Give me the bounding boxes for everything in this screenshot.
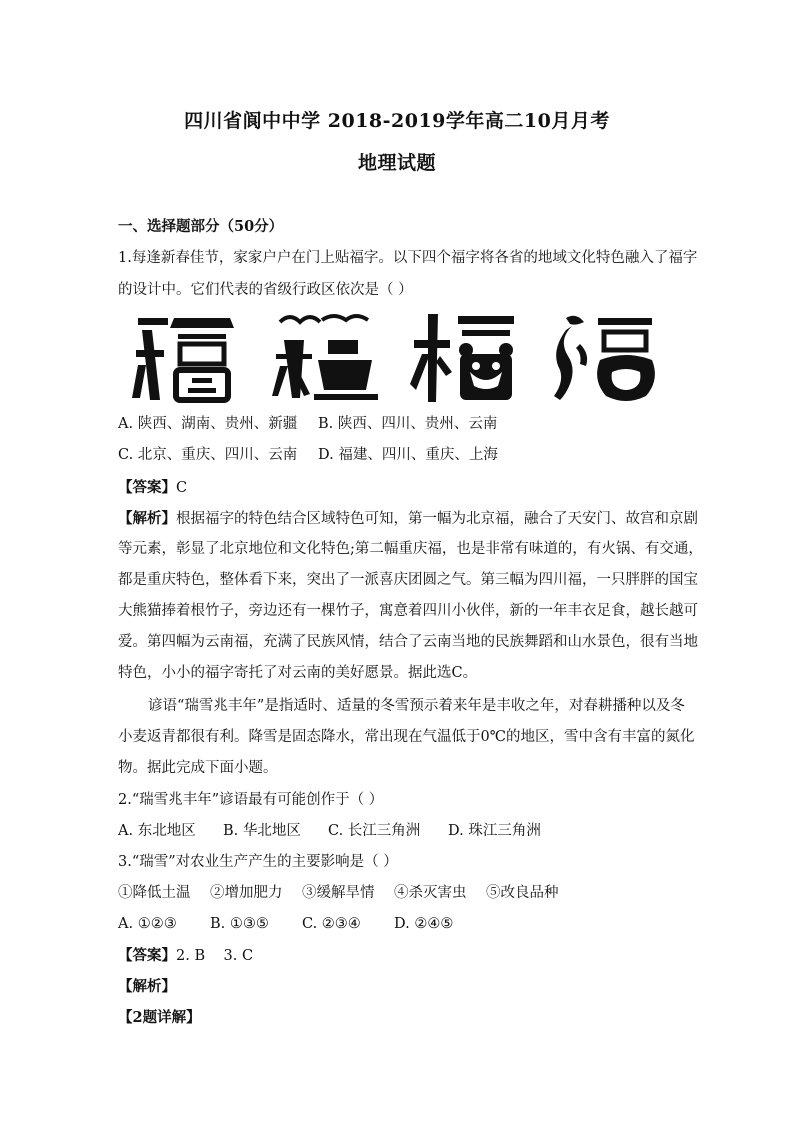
q2-option-c: C. 长江三角洲 <box>328 823 421 839</box>
q1-analysis-line1 <box>118 510 698 528</box>
q1-analysis-line5: 爱。第四幅为云南福，充满了民族风情，结合了云南当地的民族舞蹈和山水景色，很有当地 <box>118 634 698 650</box>
q1-analysis-line2: 等元素，彰显了北京地位和文化特色;第二幅重庆福，也是非常有味道的，有火锅、有交通， <box>118 541 703 557</box>
q3-options <box>118 916 678 933</box>
q1-options-row1 <box>118 416 678 433</box>
page-subtitle: 地理试题 <box>357 152 436 174</box>
analysis-text: 根据福字的特色结合区域特色可知，第一幅为北京福，融合了天安门、故宫和京剧 <box>176 511 698 527</box>
fu-character-images <box>130 310 650 405</box>
q2-stem: 2.“瑞雪兆丰年”谚语最有可能创作于（ ） <box>118 792 384 808</box>
q2-q3-answer <box>118 947 678 965</box>
q2-option-b: B. 华北地区 <box>223 823 301 839</box>
q2-option-d: D. 珠江三角洲 <box>448 823 541 839</box>
q1-option-a: A. 陕西、湖南、贵州、新疆 <box>118 416 298 432</box>
q1-analysis-line4: 大熊猫捧着根竹子，旁边还有一棵竹子，寓意着四川小伙伴，新的一年丰衣足食，越长越可 <box>118 603 698 619</box>
q1-analysis-line3: 都是重庆特色，整体看下来，突出了一派喜庆团圆之气。第三幅为四川福，一只胖胖的国宝 <box>118 572 698 588</box>
page-title: 四川省阆中中学 2018-2019学年高二10月月考 <box>184 110 610 132</box>
q1-options-row2 <box>118 447 678 464</box>
answer-value: C <box>176 480 188 496</box>
analysis-label-2: 【解析】 <box>118 978 176 995</box>
chongqing-fu-icon <box>270 310 380 405</box>
passage-line2: 小麦返青都很有利。降雪是固态降水，常出现在气温低于0℃的地区，雪中含有丰富的氮化 <box>118 729 695 745</box>
q2-option-a: A. 东北地区 <box>118 823 196 839</box>
q1-option-c: C. 北京、重庆、四川、云南 <box>118 447 298 463</box>
sichuan-fu-icon <box>410 310 520 405</box>
q3-item-2: ②增加肥力 <box>210 885 283 901</box>
q2-detail-label: 【2题详解】 <box>118 1009 201 1026</box>
q3-item-5: ⑤改良品种 <box>486 885 559 901</box>
q3-option-c: C. ②③④ <box>302 916 361 932</box>
q3-stem: 3.“瑞雪”对农业生产产生的主要影响是（ ） <box>118 854 398 870</box>
answer-label: 【答案】 <box>118 479 176 496</box>
section-heading: 一、选择题部分（50分） <box>118 218 284 235</box>
answer-value-2: 2. B 3. C <box>176 948 254 964</box>
passage-line3: 物。据此完成下面小题。 <box>118 760 278 776</box>
q3-option-a: A. ①②③ <box>118 916 177 932</box>
q1-analysis-line6: 特色，小小的福字寄托了对云南的美好愿景。据此选C。 <box>118 665 478 681</box>
q3-items <box>118 885 678 902</box>
answer-label-2: 【答案】 <box>118 947 176 964</box>
yunnan-fu-icon <box>550 310 660 405</box>
beijing-fu-icon <box>130 310 240 405</box>
q1-option-d: D. 福建、四川、重庆、上海 <box>318 447 498 463</box>
q1-stem-line1: 1.每逢新春佳节，家家户户在门上贴福字。以下四个福字将各省的地域文化特色融入了福字 <box>118 250 698 266</box>
passage-line1: 谚语“瑞雪兆丰年”是指适时、适量的冬雪预示着来年是丰收之年，对春耕播种以及冬 <box>148 698 685 714</box>
q3-option-d: D. ②④⑤ <box>394 916 454 932</box>
q1-option-b: B. 陕西、四川、贵州、云南 <box>318 416 498 432</box>
q1-answer <box>118 479 678 497</box>
q1-stem-line2: 的设计中。它们代表的省级行政区依次是（ ） <box>118 282 413 298</box>
q3-item-1: ①降低土温 <box>118 885 191 901</box>
q3-item-4: ④杀灭害虫 <box>394 885 467 901</box>
analysis-label: 【解析】 <box>118 510 176 527</box>
q3-option-b: B. ①③⑤ <box>210 916 269 932</box>
q2-options <box>118 823 678 840</box>
q3-item-3: ③缓解旱情 <box>302 885 375 901</box>
